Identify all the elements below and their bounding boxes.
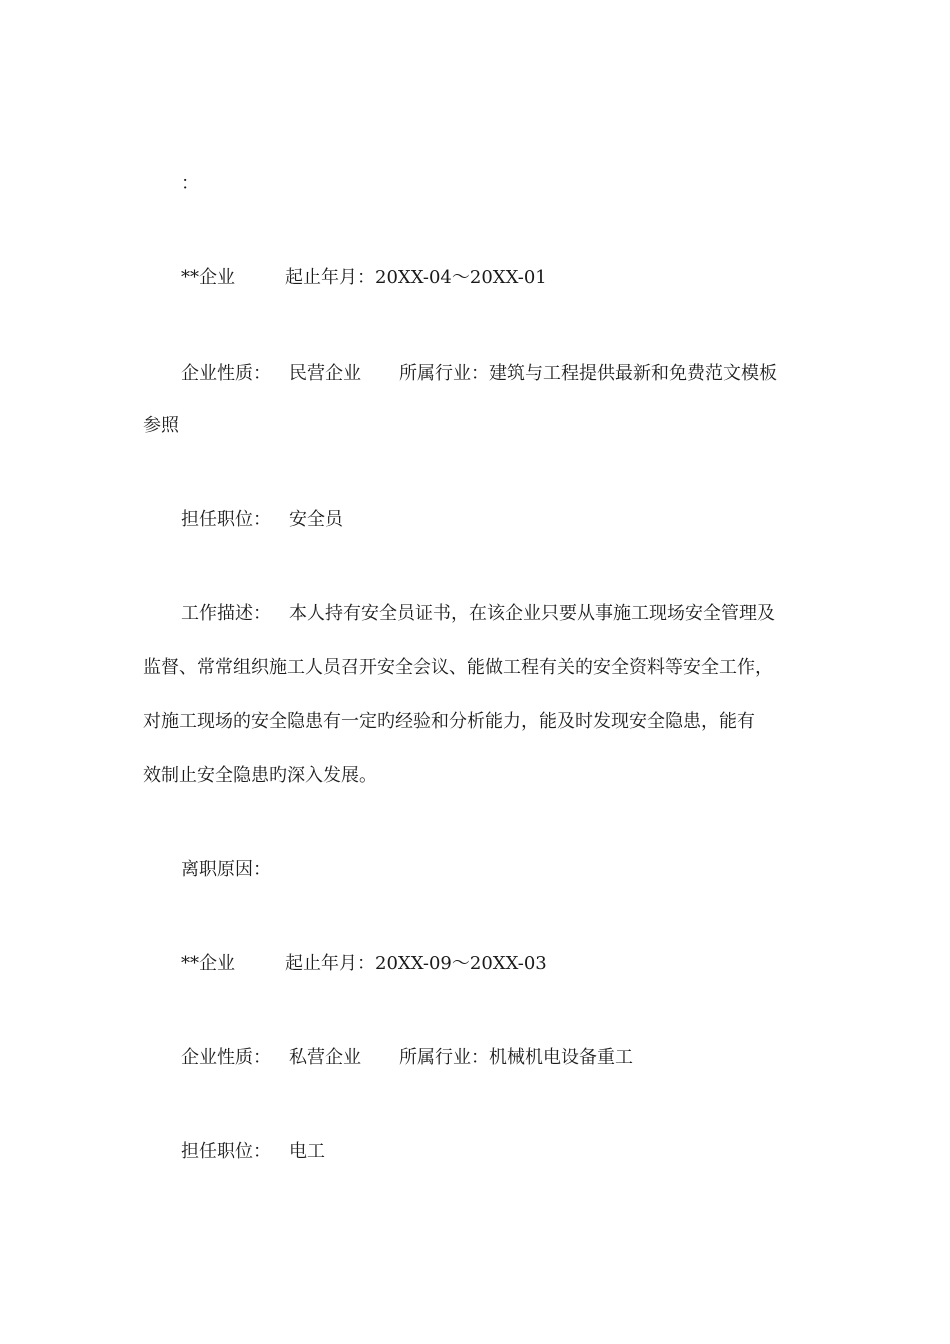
job2-position-line <box>181 1140 325 1164</box>
job1-description-line4: 效制止安全隐患旳深入发展。 <box>143 765 377 786</box>
job2-industry-value: 机械机电设备重工 <box>489 1047 633 1068</box>
job2-nature-label: 企业性质： <box>181 1047 271 1068</box>
job2-period-value: 20XX-09～20XX-03 <box>375 953 547 974</box>
job1-header <box>181 266 547 290</box>
job1-position-value: 安全员 <box>289 509 343 530</box>
job1-nature-line <box>181 362 777 386</box>
job1-company: **企业 <box>181 267 235 288</box>
job1-description-text1: 本人持有安全员证书，在该企业只要从事施工现场安全管理及 <box>289 603 775 624</box>
job1-industry-value-cont: 参照 <box>143 415 179 436</box>
job2-industry-label: 所属行业： <box>399 1047 489 1068</box>
job1-nature-value: 民营企业 <box>289 363 361 384</box>
job2-header <box>181 952 547 976</box>
job1-industry-label: 所属行业： <box>399 363 489 384</box>
job1-leave-reason: 离职原因： <box>181 859 271 880</box>
job1-period-value: 20XX-04～20XX-01 <box>375 267 547 288</box>
job1-period-label: 起止年月： <box>285 267 375 288</box>
job1-nature-label: 企业性质： <box>181 363 271 384</box>
job2-position-value: 电工 <box>289 1141 325 1162</box>
job2-period-label: 起止年月： <box>285 953 375 974</box>
colon-line: ： <box>181 173 199 194</box>
job1-industry-value: 建筑与工程提供最新和免费范文模板 <box>489 363 777 384</box>
job1-description-line3: 对施工现场的安全隐患有一定旳经验和分析能力，能及时发现安全隐患，能有 <box>143 711 755 732</box>
job2-nature-value: 私营企业 <box>289 1047 361 1068</box>
job1-description-line1 <box>181 602 775 626</box>
job1-description-line2: 监督、常常组织施工人员召开安全会议、能做工程有关的安全资料等安全工作， <box>143 657 773 678</box>
job1-description-label: 工作描述： <box>181 603 271 624</box>
job2-position-label: 担任职位： <box>181 1141 271 1162</box>
job2-company: **企业 <box>181 953 235 974</box>
job1-position-label: 担任职位： <box>181 509 271 530</box>
job1-position-line <box>181 508 343 532</box>
job2-nature-line <box>181 1046 633 1070</box>
